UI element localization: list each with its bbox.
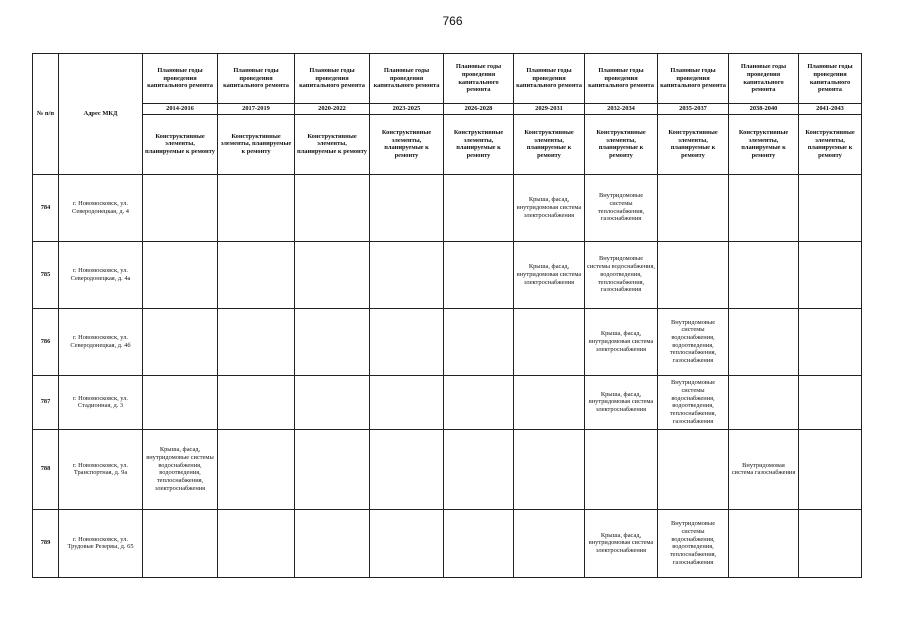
repair-elements-cell (143, 375, 218, 429)
table-row (33, 429, 862, 509)
repair-elements-cell (295, 241, 370, 308)
repair-elements-cell (143, 308, 218, 375)
repair-elements-cell (658, 174, 729, 241)
table-row (33, 308, 862, 375)
repair-elements-cell (143, 241, 218, 308)
repair-elements-cell (295, 509, 370, 577)
elements-header: Конструктивные элементы, планируемые к ремонту (729, 114, 799, 174)
repair-elements-cell (729, 174, 799, 241)
repair-elements-cell (218, 308, 295, 375)
repair-elements-cell (295, 308, 370, 375)
repair-elements-cell (658, 429, 729, 509)
elements-header: Конструктивные элементы, планируемые к ремонту (444, 114, 514, 174)
repair-elements-cell (444, 509, 514, 577)
repair-elements-cell (444, 308, 514, 375)
elements-header: Конструктивные элементы, планируемые к ремонту (585, 114, 658, 174)
elements-header: Конструктивные элементы, планируемые к ремонту (799, 114, 862, 174)
period-title-header: Плановые годы проведения капитального ремонта (444, 54, 514, 104)
repair-elements-cell (729, 509, 799, 577)
repair-elements-cell (295, 375, 370, 429)
period-years-header: 2026-2028 (444, 104, 514, 115)
repair-elements-cell (514, 308, 585, 375)
row-number: 787 (33, 375, 59, 429)
repair-elements-cell: Внутридомовые системы водоснабжения, водоотведения, теплоснабжения, газоснабжения (585, 241, 658, 308)
row-number: 785 (33, 241, 59, 308)
elements-header: Конструктивные элементы, планируемые к ремонту (514, 114, 585, 174)
repair-elements-cell (295, 174, 370, 241)
repair-elements-cell (514, 375, 585, 429)
elements-header: Конструктивные элементы, планируемые к ремонту (143, 114, 218, 174)
row-address: г. Новомосковск, ул. Северодонецкая, д. 4 (59, 174, 143, 241)
row-address: г. Новомосковск, ул. Стадионная, д. 3 (59, 375, 143, 429)
row-number: 786 (33, 308, 59, 375)
repair-elements-cell (799, 308, 862, 375)
repair-elements-cell (218, 375, 295, 429)
period-title-header: Плановые годы проведения капитального ремонта (799, 54, 862, 104)
row-number: 788 (33, 429, 59, 509)
column-header-address: Адрес МКД (59, 54, 143, 175)
period-title-header: Плановые годы проведения капитального ремонта (585, 54, 658, 104)
period-years-header: 2017-2019 (218, 104, 295, 115)
repair-elements-cell: Внутридомовые системы теплоснабжения, газоснабжения (585, 174, 658, 241)
repair-elements-cell (370, 429, 444, 509)
period-title-header: Плановые годы проведения капитального ремонта (295, 54, 370, 104)
period-years-header: 2020-2022 (295, 104, 370, 115)
period-years-header: 2014-2016 (143, 104, 218, 115)
elements-header: Конструктивные элементы, планируемые к ремонту (218, 114, 295, 174)
period-title-header: Плановые годы проведения капитального ремонта (658, 54, 729, 104)
repair-elements-cell (729, 375, 799, 429)
repair-elements-cell (370, 308, 444, 375)
repair-elements-cell: Крыша, фасад, внутридомовая система электроснабжения (585, 308, 658, 375)
period-years-header: 2023-2025 (370, 104, 444, 115)
elements-header: Конструктивные элементы, планируемые к ремонту (658, 114, 729, 174)
repair-elements-cell: Крыша, фасад, внутридомовые системы водоснабжения, водоотведения, теплоснабжения, электроснабжения (143, 429, 218, 509)
repair-elements-cell (799, 429, 862, 509)
period-title-header: Плановые годы проведения капитального ремонта (370, 54, 444, 104)
table-row (33, 241, 862, 308)
repair-elements-cell: Крыша, фасад, внутридомовая система электроснабжения (585, 509, 658, 577)
row-number: 784 (33, 174, 59, 241)
repair-elements-cell (370, 375, 444, 429)
repair-elements-cell (218, 174, 295, 241)
repair-elements-cell: Крыша, фасад, внутридомовая система электроснабжения (585, 375, 658, 429)
repair-elements-cell (143, 174, 218, 241)
row-address: г. Новомосковск, ул. Трудовые Резервы, д. 65 (59, 509, 143, 577)
elements-header: Конструктивные элементы, планируемые к ремонту (370, 114, 444, 174)
capital-repair-table (32, 53, 862, 578)
period-years-header: 2029-2031 (514, 104, 585, 115)
row-address: г. Новомосковск, ул. Северодонецкая, д. 4а (59, 241, 143, 308)
repair-elements-cell (729, 308, 799, 375)
period-years-header: 2041-2043 (799, 104, 862, 115)
repair-elements-cell (799, 174, 862, 241)
repair-elements-cell (143, 509, 218, 577)
period-years-header: 2035-2037 (658, 104, 729, 115)
repair-elements-cell (295, 429, 370, 509)
period-title-header: Плановые годы проведения капитального ремонта (514, 54, 585, 104)
repair-elements-cell (585, 429, 658, 509)
repair-elements-cell (799, 375, 862, 429)
repair-elements-cell (218, 509, 295, 577)
period-years-header: 2032-2034 (585, 104, 658, 115)
repair-elements-cell (444, 375, 514, 429)
repair-elements-cell: Крыша, фасад, внутридомовая система электроснабжения (514, 241, 585, 308)
row-number: 789 (33, 509, 59, 577)
repair-elements-cell (370, 509, 444, 577)
repair-elements-cell (370, 174, 444, 241)
repair-elements-cell (799, 509, 862, 577)
repair-elements-cell (370, 241, 444, 308)
table-row (33, 509, 862, 577)
repair-elements-cell: Крыша, фасад, внутридомовая система электроснабжения (514, 174, 585, 241)
repair-elements-cell (218, 241, 295, 308)
repair-elements-cell (444, 174, 514, 241)
repair-elements-cell (514, 429, 585, 509)
repair-elements-cell (444, 241, 514, 308)
column-header-number: № п/п (33, 54, 59, 175)
repair-elements-cell (514, 509, 585, 577)
repair-elements-cell (729, 241, 799, 308)
period-title-header: Плановые годы проведения капитального ремонта (729, 54, 799, 104)
row-address: г. Новомосковск, ул. Транспортная, д. 9а (59, 429, 143, 509)
repair-elements-cell: Внутридомовая система газоснабжения (729, 429, 799, 509)
repair-elements-cell (658, 241, 729, 308)
period-years-header: 2038-2040 (729, 104, 799, 115)
repair-elements-cell (799, 241, 862, 308)
elements-header: Конструктивные элементы, планируемые к ремонту (295, 114, 370, 174)
repair-elements-cell (218, 429, 295, 509)
repair-elements-cell (444, 429, 514, 509)
row-address: г. Новомосковск, ул. Северодонецкая, д. 4б (59, 308, 143, 375)
period-title-header: Плановые годы проведения капитального ремонта (143, 54, 218, 104)
repair-elements-cell: Внутридомовые системы водоснабжения, водоотведения, теплоснабжения, газоснабжения (658, 375, 729, 429)
table-row (33, 174, 862, 241)
repair-elements-cell: Внутридомовые системы водоснабжения, водоотведения, теплоснабжения, газоснабжения (658, 308, 729, 375)
repair-elements-cell: Внутридомовые системы водоснабжения, водоотведения, теплоснабжения, газоснабжения (658, 509, 729, 577)
page-number: 766 (442, 14, 463, 28)
table-row (33, 375, 862, 429)
period-title-header: Плановые годы проведения капитального ремонта (218, 54, 295, 104)
